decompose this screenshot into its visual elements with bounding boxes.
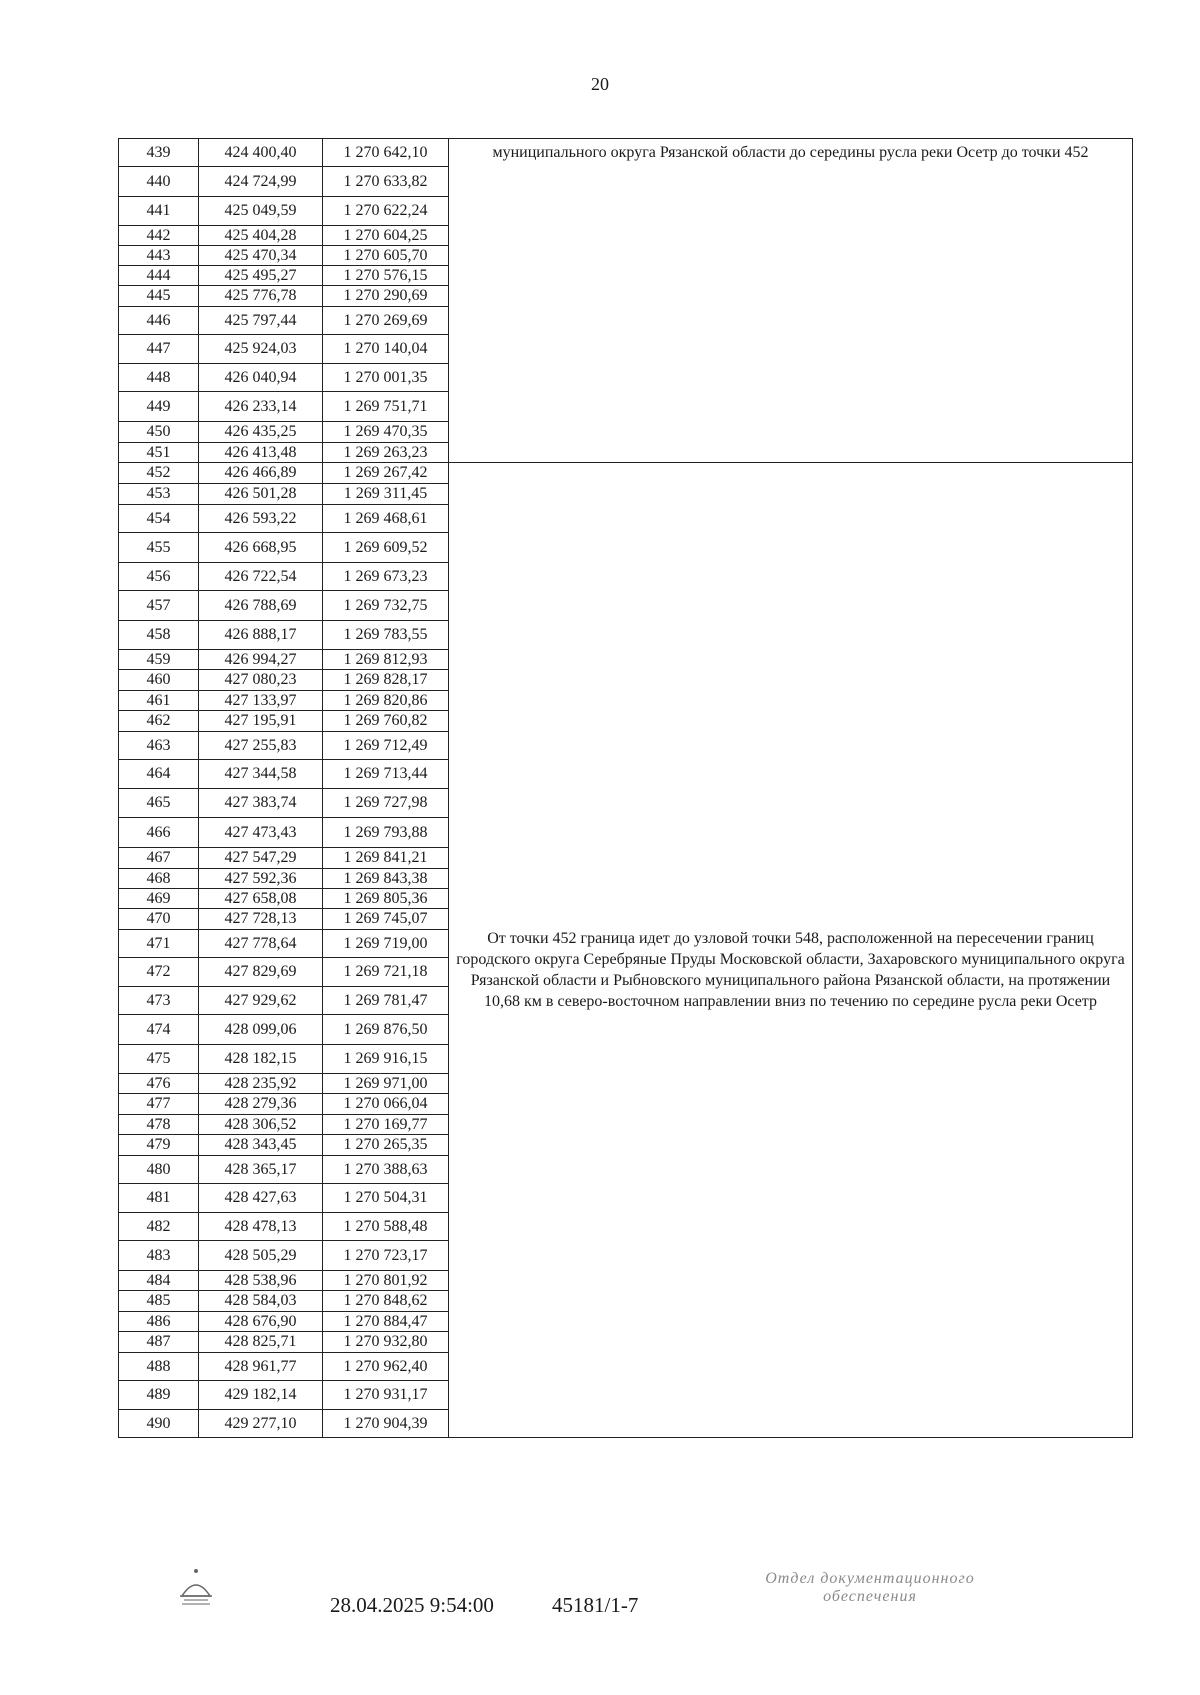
x-coordinate-cell: 428 584,03 — [199, 1291, 323, 1312]
x-coordinate-cell: 426 788,69 — [199, 591, 323, 621]
y-coordinate-cell: 1 269 828,17 — [323, 670, 449, 691]
y-coordinate-cell: 1 270 604,25 — [323, 226, 449, 246]
y-coordinate-cell: 1 270 962,40 — [323, 1353, 449, 1381]
point-number-cell: 444 — [119, 266, 199, 286]
point-number-cell: 469 — [119, 889, 199, 909]
y-coordinate-cell: 1 270 932,80 — [323, 1332, 449, 1353]
y-coordinate-cell: 1 269 267,42 — [323, 463, 449, 484]
point-number-cell: 461 — [119, 691, 199, 711]
y-coordinate-cell: 1 270 801,92 — [323, 1271, 449, 1291]
x-coordinate-cell: 426 040,94 — [199, 364, 323, 392]
x-coordinate-cell: 427 829,69 — [199, 958, 323, 987]
coordinates-table — [118, 138, 1133, 1438]
point-number-cell: 460 — [119, 670, 199, 691]
point-number-cell: 477 — [119, 1094, 199, 1115]
x-coordinate-cell: 426 466,89 — [199, 463, 323, 484]
x-coordinate-cell: 427 547,29 — [199, 848, 323, 869]
x-coordinate-cell: 427 658,08 — [199, 889, 323, 909]
y-coordinate-cell: 1 269 609,52 — [323, 533, 449, 563]
point-number-cell: 490 — [119, 1410, 199, 1438]
y-coordinate-cell: 1 270 904,39 — [323, 1410, 449, 1438]
y-coordinate-cell: 1 269 876,50 — [323, 1015, 449, 1045]
point-number-cell: 446 — [119, 307, 199, 335]
x-coordinate-cell: 427 929,62 — [199, 987, 323, 1015]
y-coordinate-cell: 1 269 843,38 — [323, 869, 449, 889]
x-coordinate-cell: 428 961,77 — [199, 1353, 323, 1381]
point-number-cell: 470 — [119, 909, 199, 930]
y-coordinate-cell: 1 270 884,47 — [323, 1312, 449, 1332]
point-number-cell: 459 — [119, 650, 199, 670]
y-coordinate-cell: 1 269 727,98 — [323, 789, 449, 818]
x-coordinate-cell: 427 728,13 — [199, 909, 323, 930]
y-coordinate-cell: 1 269 468,61 — [323, 505, 449, 533]
point-number-cell: 482 — [119, 1213, 199, 1241]
point-number-cell: 478 — [119, 1115, 199, 1135]
y-coordinate-cell: 1 270 388,63 — [323, 1156, 449, 1184]
point-number-cell: 465 — [119, 789, 199, 818]
x-coordinate-cell: 425 924,03 — [199, 335, 323, 364]
x-coordinate-cell: 427 778,64 — [199, 930, 323, 958]
page-footer — [0, 1560, 1200, 1660]
y-coordinate-cell: 1 270 140,04 — [323, 335, 449, 364]
point-number-cell: 458 — [119, 621, 199, 650]
boundary-description-text: муниципального округа Рязанской области до середины русла реки Осетр до точки 452 — [492, 144, 1089, 161]
x-coordinate-cell: 426 435,25 — [199, 422, 323, 443]
x-coordinate-cell: 427 080,23 — [199, 670, 323, 691]
y-coordinate-cell: 1 270 001,35 — [323, 364, 449, 392]
x-coordinate-cell: 428 182,15 — [199, 1045, 323, 1074]
x-coordinate-cell: 426 501,28 — [199, 484, 323, 505]
point-number-cell: 447 — [119, 335, 199, 364]
x-coordinate-cell: 427 344,58 — [199, 760, 323, 789]
point-number-cell: 481 — [119, 1184, 199, 1213]
point-number-cell: 454 — [119, 505, 199, 533]
y-coordinate-cell: 1 270 265,35 — [323, 1135, 449, 1156]
point-number-cell: 450 — [119, 422, 199, 443]
y-coordinate-cell: 1 270 576,15 — [323, 266, 449, 286]
point-number-cell: 486 — [119, 1312, 199, 1332]
x-coordinate-cell: 425 470,34 — [199, 246, 323, 266]
y-coordinate-cell: 1 269 820,86 — [323, 691, 449, 711]
boundary-description-cell — [449, 463, 1133, 1438]
point-number-cell: 464 — [119, 760, 199, 789]
x-coordinate-cell: 428 427,63 — [199, 1184, 323, 1213]
x-coordinate-cell: 424 724,99 — [199, 167, 323, 197]
y-coordinate-cell: 1 269 311,45 — [323, 484, 449, 505]
point-number-cell: 443 — [119, 246, 199, 266]
y-coordinate-cell: 1 270 169,77 — [323, 1115, 449, 1135]
boundary-description-cell — [449, 139, 1133, 463]
point-number-cell: 452 — [119, 463, 199, 484]
x-coordinate-cell: 425 049,59 — [199, 197, 323, 226]
footer-datetime: 28.04.2025 9:54:00 — [330, 1593, 494, 1617]
point-number-cell: 439 — [119, 139, 199, 167]
x-coordinate-cell: 427 133,97 — [199, 691, 323, 711]
y-coordinate-cell: 1 270 848,62 — [323, 1291, 449, 1312]
x-coordinate-cell: 427 592,36 — [199, 869, 323, 889]
y-coordinate-cell: 1 269 719,00 — [323, 930, 449, 958]
point-number-cell: 449 — [119, 392, 199, 422]
x-coordinate-cell: 428 505,29 — [199, 1241, 323, 1271]
point-number-cell: 462 — [119, 711, 199, 732]
point-number-cell: 456 — [119, 563, 199, 591]
y-coordinate-cell: 1 270 588,48 — [323, 1213, 449, 1241]
y-coordinate-cell: 1 270 723,17 — [323, 1241, 449, 1271]
point-number-cell: 475 — [119, 1045, 199, 1074]
x-coordinate-cell: 426 888,17 — [199, 621, 323, 650]
x-coordinate-cell: 428 825,71 — [199, 1332, 323, 1353]
x-coordinate-cell: 424 400,40 — [199, 139, 323, 167]
y-coordinate-cell: 1 269 732,75 — [323, 591, 449, 621]
point-number-cell: 476 — [119, 1074, 199, 1094]
footer-document-number: 45181/1-7 — [552, 1593, 639, 1617]
y-coordinate-cell: 1 269 745,07 — [323, 909, 449, 930]
x-coordinate-cell: 427 473,43 — [199, 818, 323, 848]
point-number-cell: 463 — [119, 732, 199, 760]
y-coordinate-cell: 1 269 760,82 — [323, 711, 449, 732]
y-coordinate-cell: 1 269 812,93 — [323, 650, 449, 670]
point-number-cell: 483 — [119, 1241, 199, 1271]
x-coordinate-cell: 425 776,78 — [199, 286, 323, 307]
x-coordinate-cell: 426 233,14 — [199, 392, 323, 422]
x-coordinate-cell: 429 277,10 — [199, 1410, 323, 1438]
boundary-description-text: От точки 452 граница идет до узловой точки 548, расположенной на пересечении границ городского округа Серебряные Пруды Московской области, Захаровского муниципального округа Рязанской области и Рыбновского муниципального района Рязанской области, на протяжении 10,68 км в северо-восточном направлении вниз по течению по середине русла реки Осетр — [456, 930, 1125, 1010]
y-coordinate-cell: 1 269 916,15 — [323, 1045, 449, 1074]
page-number: 20 — [591, 74, 609, 94]
x-coordinate-cell: 427 383,74 — [199, 789, 323, 818]
y-coordinate-cell: 1 270 642,10 — [323, 139, 449, 167]
point-number-cell: 455 — [119, 533, 199, 563]
y-coordinate-cell: 1 270 504,31 — [323, 1184, 449, 1213]
point-number-cell: 480 — [119, 1156, 199, 1184]
x-coordinate-cell: 426 668,95 — [199, 533, 323, 563]
x-coordinate-cell: 426 994,27 — [199, 650, 323, 670]
point-number-cell: 442 — [119, 226, 199, 246]
point-number-cell: 453 — [119, 484, 199, 505]
point-number-cell: 485 — [119, 1291, 199, 1312]
point-number-cell: 448 — [119, 364, 199, 392]
point-number-cell: 471 — [119, 930, 199, 958]
y-coordinate-cell: 1 269 781,47 — [323, 987, 449, 1015]
point-number-cell: 473 — [119, 987, 199, 1015]
x-coordinate-cell: 426 413,48 — [199, 443, 323, 463]
point-number-cell: 479 — [119, 1135, 199, 1156]
table-row — [119, 139, 1133, 167]
x-coordinate-cell: 428 306,52 — [199, 1115, 323, 1135]
emblem-logo-icon — [174, 1566, 218, 1612]
point-number-cell: 472 — [119, 958, 199, 987]
x-coordinate-cell: 426 593,22 — [199, 505, 323, 533]
y-coordinate-cell: 1 270 622,24 — [323, 197, 449, 226]
y-coordinate-cell: 1 269 263,23 — [323, 443, 449, 463]
x-coordinate-cell: 428 235,92 — [199, 1074, 323, 1094]
table-row — [119, 463, 1133, 484]
y-coordinate-cell: 1 270 066,04 — [323, 1094, 449, 1115]
y-coordinate-cell: 1 270 605,70 — [323, 246, 449, 266]
y-coordinate-cell: 1 269 721,18 — [323, 958, 449, 987]
x-coordinate-cell: 428 099,06 — [199, 1015, 323, 1045]
y-coordinate-cell: 1 270 931,17 — [323, 1381, 449, 1410]
y-coordinate-cell: 1 270 269,69 — [323, 307, 449, 335]
y-coordinate-cell: 1 269 841,21 — [323, 848, 449, 869]
x-coordinate-cell: 427 195,91 — [199, 711, 323, 732]
y-coordinate-cell: 1 269 712,49 — [323, 732, 449, 760]
x-coordinate-cell: 427 255,83 — [199, 732, 323, 760]
x-coordinate-cell: 428 478,13 — [199, 1213, 323, 1241]
department-stamp: Отдел документационного обеспечения — [765, 1570, 975, 1605]
y-coordinate-cell: 1 269 783,55 — [323, 621, 449, 650]
point-number-cell: 489 — [119, 1381, 199, 1410]
point-number-cell: 468 — [119, 869, 199, 889]
point-number-cell: 466 — [119, 818, 199, 848]
y-coordinate-cell: 1 269 805,36 — [323, 889, 449, 909]
y-coordinate-cell: 1 269 751,71 — [323, 392, 449, 422]
point-number-cell: 441 — [119, 197, 199, 226]
point-number-cell: 451 — [119, 443, 199, 463]
x-coordinate-cell: 428 538,96 — [199, 1271, 323, 1291]
x-coordinate-cell: 426 722,54 — [199, 563, 323, 591]
x-coordinate-cell: 428 279,36 — [199, 1094, 323, 1115]
x-coordinate-cell: 428 676,90 — [199, 1312, 323, 1332]
point-number-cell: 474 — [119, 1015, 199, 1045]
point-number-cell: 487 — [119, 1332, 199, 1353]
y-coordinate-cell: 1 269 971,00 — [323, 1074, 449, 1094]
point-number-cell: 457 — [119, 591, 199, 621]
x-coordinate-cell: 428 365,17 — [199, 1156, 323, 1184]
x-coordinate-cell: 425 404,28 — [199, 226, 323, 246]
y-coordinate-cell: 1 269 713,44 — [323, 760, 449, 789]
point-number-cell: 488 — [119, 1353, 199, 1381]
y-coordinate-cell: 1 269 470,35 — [323, 422, 449, 443]
point-number-cell: 484 — [119, 1271, 199, 1291]
x-coordinate-cell: 429 182,14 — [199, 1381, 323, 1410]
y-coordinate-cell: 1 269 673,23 — [323, 563, 449, 591]
point-number-cell: 467 — [119, 848, 199, 869]
x-coordinate-cell: 428 343,45 — [199, 1135, 323, 1156]
y-coordinate-cell: 1 270 290,69 — [323, 286, 449, 307]
y-coordinate-cell: 1 270 633,82 — [323, 167, 449, 197]
y-coordinate-cell: 1 269 793,88 — [323, 818, 449, 848]
point-number-cell: 445 — [119, 286, 199, 307]
x-coordinate-cell: 425 495,27 — [199, 266, 323, 286]
point-number-cell: 440 — [119, 167, 199, 197]
x-coordinate-cell: 425 797,44 — [199, 307, 323, 335]
